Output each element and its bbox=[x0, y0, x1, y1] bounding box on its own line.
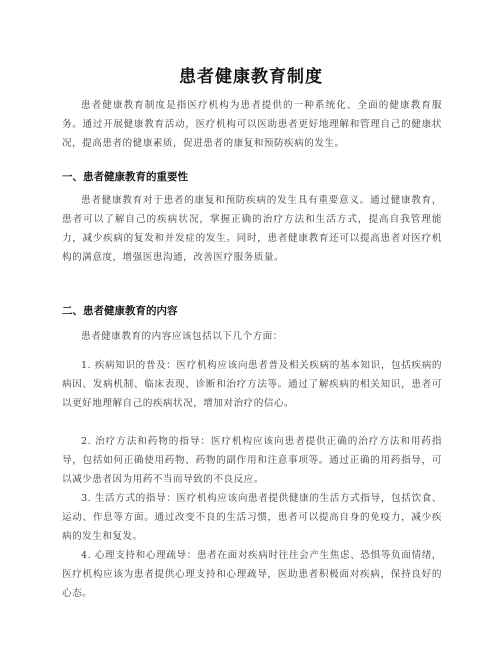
list-item-1: 1. 疾病知识的普及：医疗机构应该向患者普及相关疾病的基本知识，包括疾病的病因、发病机制、临床表现、诊断和治疗方法等。通过了解疾病的相关知识，患者可以更好地理解自己的疾病状况，增加对治疗的信心。 bbox=[62, 360, 442, 409]
document-title: 患者健康教育制度 bbox=[179, 67, 323, 87]
list-item-4: 4. 心理支持和心理疏导：患者在面对疾病时往往会产生焦虑、恐惧等负面情绪，医疗机构应该为患者提供心理支持和心理疏导，医助患者积极面对疾病，保持良好的心态。 bbox=[62, 550, 442, 599]
section-2-intro: 患者健康教育的内容应该包括以下几个方面： bbox=[81, 331, 283, 342]
intro-paragraph: 患者健康教育制度是指医疗机构为患者提供的一种系统化、全面的健康教育服务。通过开展健康教育活动，医疗机构可以医助患者更好地理解和管理自己的健康状况，提高患者的健康素质，促进患者的康复和预防疾病的发生。 bbox=[62, 100, 442, 149]
list-item-3: 3. 生活方式的指导：医疗机构应该向患者提供健康的生活方式指导，包括饮食、运动、作息等方面。通过改变不良的生活习惯，患者可以提高自身的免疫力，减少疾病的发生和复发。 bbox=[62, 493, 442, 542]
section-1-heading: 一、患者健康教育的重要性 bbox=[62, 171, 188, 183]
section-1-paragraph: 患者健康教育对于患者的康复和预防疾病的发生具有重要意义。通过健康教育，患者可以了解自己的疾病状况，掌握正确的治疗方法和生活方式，提高自我管理能力，减少疾病的复发和并发症的发生。同时，患者健康教育还可以提高患者对医疗机构的满意度，增强医患沟通，改善医疗服务质量。 bbox=[62, 195, 442, 263]
list-item-2: 2. 治疗方法和药物的指导：医疗机构应该向患者提供正确的治疗方法和用药指导，包括如何正确使用药物、药物的副作用和注意事项等。通过正确的用药指导，可以减少患者因为用药不当而导致的不良反应。 bbox=[62, 436, 442, 485]
section-2-heading: 二、患者健康教育的内容 bbox=[62, 305, 178, 317]
